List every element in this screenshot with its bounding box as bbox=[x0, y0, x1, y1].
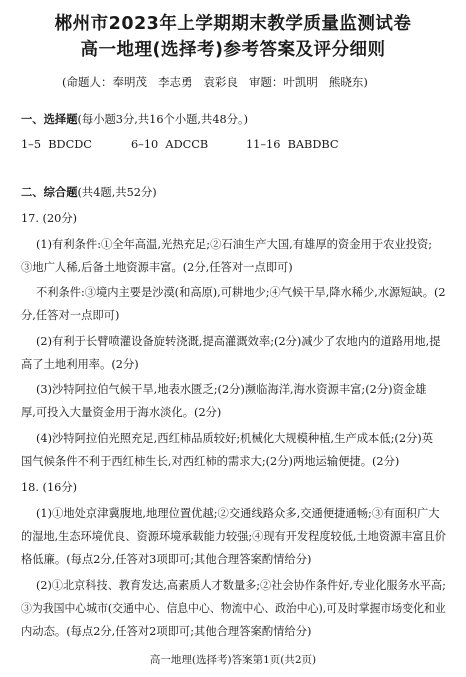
q17-line: 分,任答对一点即可) bbox=[21, 309, 120, 322]
answer-range: 11–16 bbox=[246, 138, 281, 151]
answer-range: 6–10 bbox=[131, 138, 159, 151]
section2-header bbox=[21, 184, 157, 200]
q17-line: (1)有利条件:①全年高温,光热充足;②石油生产大国,有雄厚的资金用于农业投资; bbox=[36, 238, 433, 251]
q18-line: (2)①北京科技、教育发达,高素质人才数量多;②社会协作条件好,专业化服务水平高; bbox=[36, 579, 446, 592]
q17-line: (4)沙特阿拉伯光照充足,西红柿品质较好;机械化大规模种植,生产成本低;(2分)英 bbox=[36, 432, 434, 445]
q18-line: 的湿地,生态环境优良、资源环境承载能力较强;④现有开发程度较低,土地资源丰富且价 bbox=[21, 530, 446, 543]
q17-line: 厚,可投入大量资金用于海水淡化。(2分) bbox=[21, 406, 222, 419]
answer-group-3 bbox=[246, 138, 339, 151]
section1-heading: 一、选择题 bbox=[21, 113, 78, 126]
answer-range: 1–5 bbox=[21, 138, 42, 151]
question-17-label: 17. (20分) bbox=[21, 212, 78, 225]
q17-line: 国气候条件不利于西红柿生长,对西红柿的需求大;(2分)两地运输便捷。(2分) bbox=[21, 455, 400, 468]
document-subtitle: 高一地理(选择考)参考答案及评分细则 bbox=[80, 40, 386, 60]
q17-line: (3)沙特阿拉伯气候干旱,地表水匮乏;(2分)濒临海洋,海水资源丰富;(2分)资金雄 bbox=[36, 383, 427, 396]
answer-group-2 bbox=[131, 138, 208, 151]
q17-line: 高了土地利用率。(2分) bbox=[21, 358, 139, 371]
q17-line: (2)有利于长臂喷灌设备旋转浇溉,提高灌溉效率;(2分)减少了农地内的道路用地,提 bbox=[36, 335, 441, 348]
q18-line: 内动态。(每点2分,任答对2项即可;其他合理答案酌情给分) bbox=[21, 625, 312, 638]
question-18-label: 18. (16分) bbox=[21, 481, 78, 494]
section1-header bbox=[21, 111, 248, 127]
q17-line: ③地广人稀,后备土地资源丰富。(2分,任答对一点即可) bbox=[21, 261, 293, 274]
page-footer: 高一地理(选择考)答案第1页(共2页) bbox=[149, 654, 317, 666]
q17-line: 不利条件:③境内主要是沙漠(和高原),可耕地少;④气候干旱,降水稀少,水源短缺。(2 bbox=[36, 286, 446, 299]
section2-note: (共4题,共52分) bbox=[77, 186, 157, 199]
document-title: 郴州市2023年上学期期末教学质量监测试卷 bbox=[54, 14, 412, 34]
section1-note: (每小题3分,共16个小题,共48分。) bbox=[77, 113, 249, 126]
authors-line: (命题人：奉明茂 李志勇 袁彩良 审题：叶凯明 熊晓东) bbox=[62, 75, 368, 89]
answer-value: BDCDC bbox=[48, 138, 92, 151]
answer-value: BABDBC bbox=[287, 138, 339, 151]
q18-line: 格低廉。(每点2分,任答对3项即可;其他合理答案酌情给分) bbox=[21, 553, 312, 566]
q18-line: (1)①地处京津冀腹地,地理位置优越;②交通线路众多,交通便捷通畅;③有面积广大 bbox=[36, 507, 440, 520]
q18-line: ③为我国中心城市(交通中心、信息中心、物流中心、政治中心),可及时掌握市场变化和业 bbox=[21, 602, 446, 615]
answer-value: ADCCB bbox=[165, 138, 209, 151]
section2-heading: 二、综合题 bbox=[21, 186, 78, 199]
answer-group-1 bbox=[21, 138, 92, 151]
